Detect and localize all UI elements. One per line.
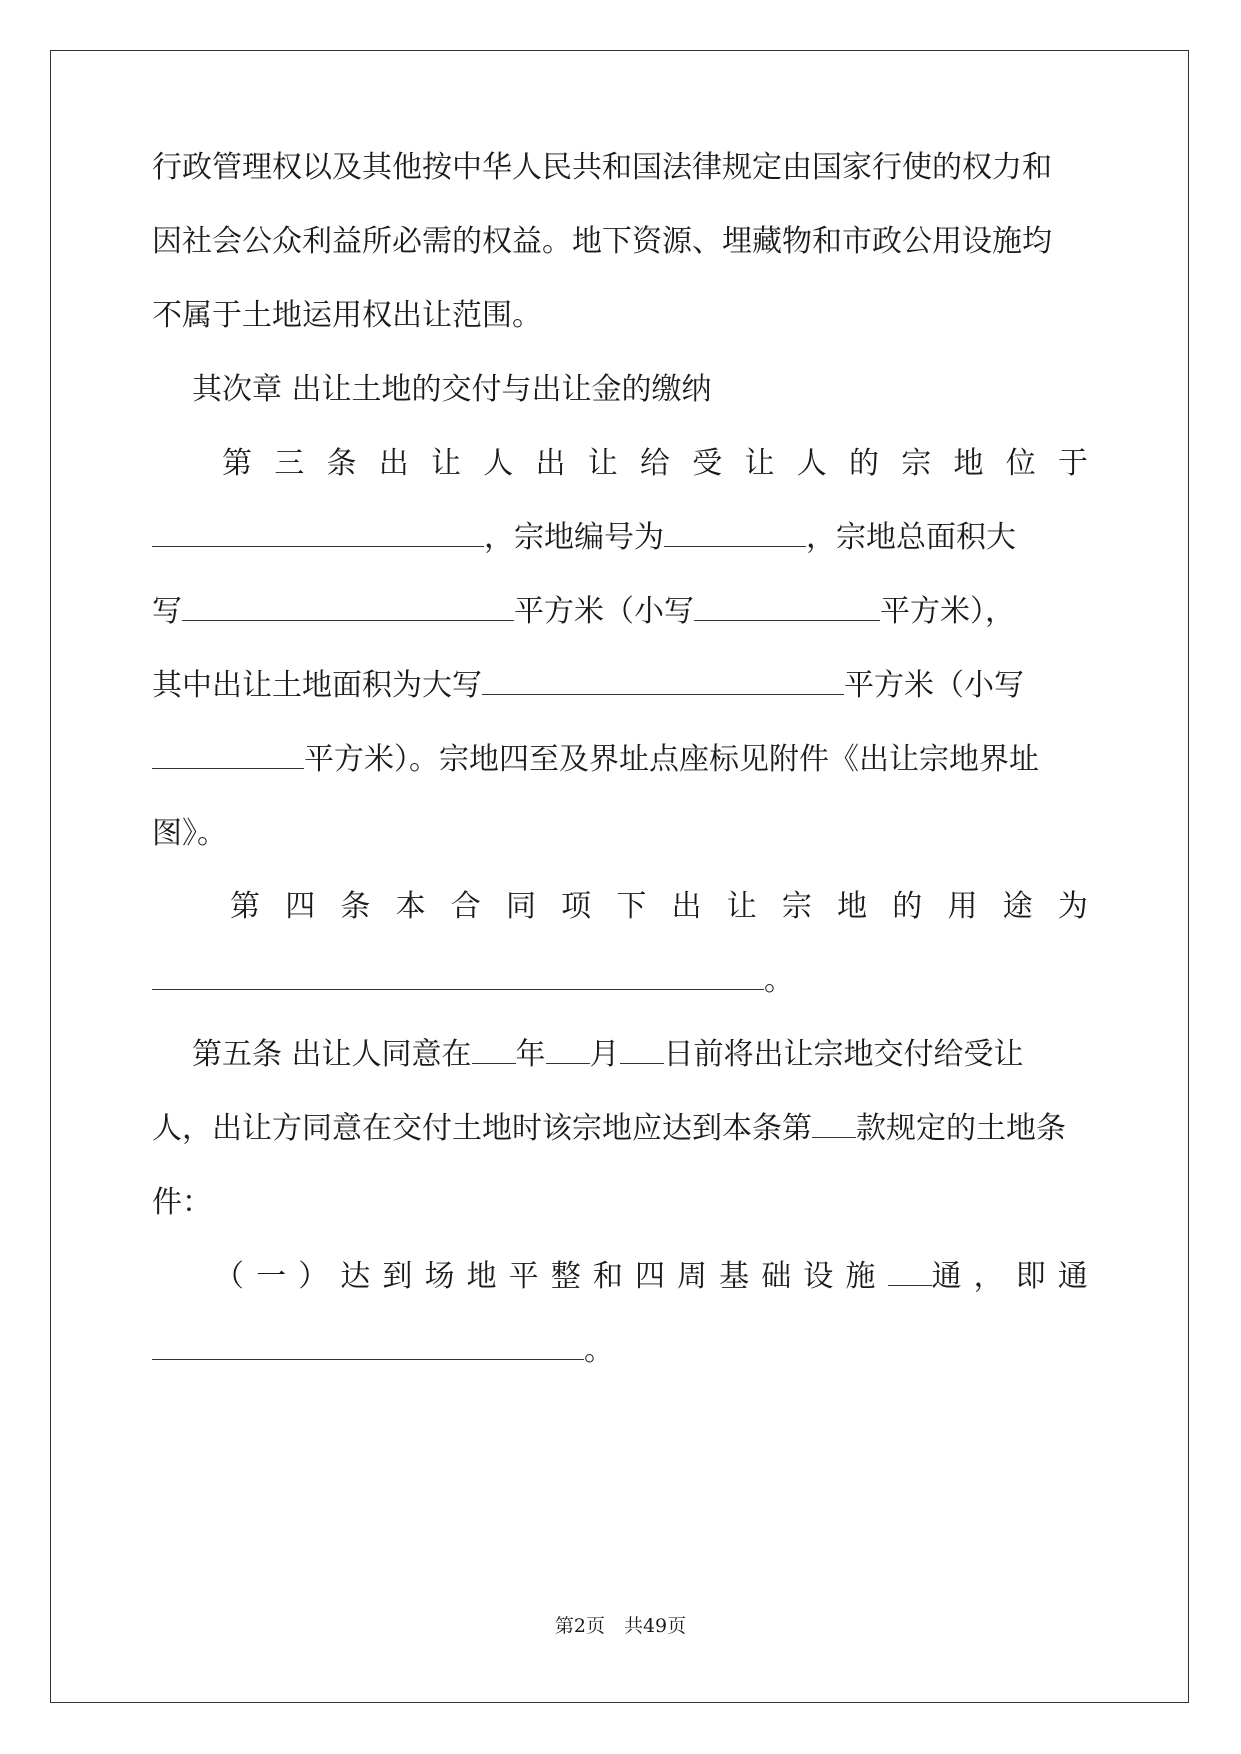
justified-char: 第 <box>222 446 252 481</box>
justified-char: 四 <box>285 889 316 924</box>
justified-char: 出 <box>671 889 702 924</box>
justified-char: 的 <box>892 889 923 924</box>
justified-char: 下 <box>616 889 647 924</box>
article-3-line-5: 平方米）。宗地四至及界址点座标见附件《出让宗地界址 <box>152 740 1088 780</box>
blank-utility-count[interactable] <box>888 1257 932 1286</box>
blank-grant-area-upper[interactable] <box>482 666 844 695</box>
text-line-3: 不属于土地运用权出让范围。 <box>152 298 542 333</box>
justified-char: 合 <box>450 889 481 924</box>
blank-month[interactable] <box>546 1035 590 1064</box>
justified-char: 受 <box>692 446 723 481</box>
article-3-line-4: 其中出让土地面积为大写 平方米（小写 <box>152 668 1024 703</box>
justified-char: 项 <box>561 889 592 924</box>
justified-char: 达 <box>340 1259 371 1294</box>
justified-char: 让 <box>431 446 461 481</box>
justified-char: ） <box>298 1259 329 1294</box>
justified-char: 同 <box>505 889 536 924</box>
blank-year[interactable] <box>472 1035 516 1064</box>
article-3-line-2: ，宗地编号为 ，宗地总面积大 <box>152 518 1088 558</box>
justified-char: 为 <box>1057 889 1088 924</box>
blank-total-area-lower[interactable] <box>694 592 880 621</box>
justified-char: 础 <box>761 1259 792 1294</box>
justified-char: 地 <box>466 1259 497 1294</box>
article-3-line-6: 图》。 <box>152 816 227 851</box>
justified-char: 让 <box>744 446 775 481</box>
justified-char: 和 <box>592 1259 623 1294</box>
chapter-heading: 其次章 出让土地的交付与出让金的缴纳 <box>192 372 712 407</box>
justified-char: 四 <box>634 1259 665 1294</box>
utility-count-group: 通 <box>888 1257 962 1297</box>
justified-char: 基 <box>719 1259 750 1294</box>
justified-char: 地 <box>837 889 868 924</box>
blank-day[interactable] <box>620 1035 664 1064</box>
justified-char: （ <box>214 1259 244 1294</box>
justified-char: 整 <box>550 1259 581 1294</box>
justified-char: 地 <box>953 446 984 481</box>
justified-char: 条 <box>326 446 357 481</box>
justified-char: 的 <box>849 446 879 481</box>
justified-char: 场 <box>424 1259 455 1294</box>
article-5-line: 第五条 出让人同意在 年 月 日前将出让宗地交付给受让 <box>192 1037 1024 1072</box>
justified-char: 周 <box>677 1259 708 1294</box>
article-4-line <box>230 887 1088 927</box>
justified-char: 三 <box>274 446 305 481</box>
blank-parcel-number[interactable] <box>664 518 806 547</box>
justified-char: 到 <box>382 1259 413 1294</box>
page-footer: 第2页 共49页 <box>554 1615 687 1637</box>
justified-char: 宗 <box>781 889 812 924</box>
justified-char: 出 <box>535 446 566 481</box>
justified-char: 设 <box>803 1259 834 1294</box>
justified-char: 平 <box>508 1259 539 1294</box>
blank-grant-area-lower[interactable] <box>152 740 304 769</box>
blank-total-area-upper[interactable] <box>182 592 514 621</box>
justified-char: 途 <box>1002 889 1033 924</box>
justified-char: 让 <box>587 446 618 481</box>
justified-char: 通 <box>1057 1259 1088 1294</box>
justified-char: 一 <box>256 1259 287 1294</box>
article-3-line <box>222 444 1088 484</box>
justified-char: 即 <box>1015 1259 1046 1294</box>
justified-char: 第 <box>230 889 260 924</box>
justified-char: 位 <box>1005 446 1036 481</box>
article-3-line-3: 写 平方米（小写 平方米）， <box>152 594 1015 629</box>
item-1-line-2: 。 <box>152 1331 1088 1371</box>
justified-char: 于 <box>1058 446 1088 481</box>
article-5-line-2: 人，出让方同意在交付土地时该宗地应达到本条第 款规定的土地条 <box>152 1111 1066 1146</box>
justified-char: 人 <box>483 446 514 481</box>
blank-clause-number[interactable] <box>812 1109 856 1138</box>
article-5-line-3: 件： <box>152 1185 212 1220</box>
justified-char: 让 <box>726 889 757 924</box>
justified-char: 本 <box>395 889 426 924</box>
justified-char: 人 <box>796 446 827 481</box>
justified-char: 用 <box>947 889 978 924</box>
text-line-1: 行政管理权以及其他按中华人民共和国法律规定由国家行使的权力和 <box>152 150 1052 185</box>
blank-location[interactable] <box>152 518 484 547</box>
justified-char: 条 <box>340 889 371 924</box>
justified-char: 出 <box>378 446 409 481</box>
justified-char: 宗 <box>901 446 932 481</box>
text-line-2: 因社会公众利益所必需的权益。地下资源、埋藏物和市政公用设施均 <box>152 224 1052 259</box>
blank-utilities[interactable] <box>152 1331 584 1360</box>
justified-char: ， <box>973 1259 1004 1294</box>
item-1-line <box>214 1257 1088 1297</box>
blank-land-use[interactable] <box>152 961 764 990</box>
article-4-line-2: 。 <box>152 961 1088 1001</box>
justified-char: 给 <box>640 446 670 481</box>
justified-char: 施 <box>845 1259 876 1294</box>
